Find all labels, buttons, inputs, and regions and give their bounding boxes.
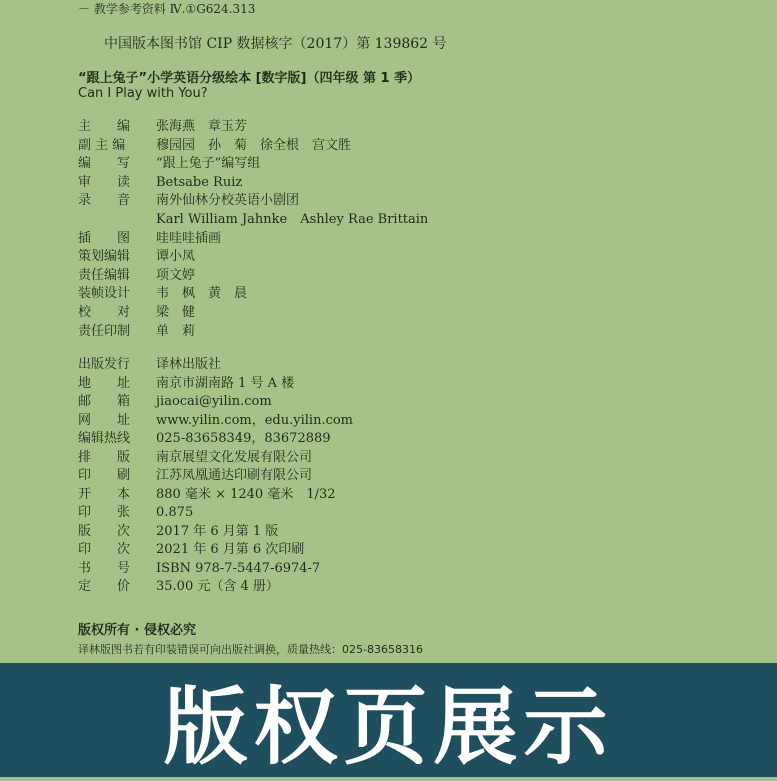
credit-row	[78, 285, 758, 304]
publishing-row	[78, 486, 758, 505]
credit-row	[78, 323, 758, 342]
credit-label: 主 编	[78, 119, 131, 134]
credit-row	[78, 304, 758, 323]
credit-row	[78, 211, 758, 230]
credit-row	[78, 137, 758, 156]
banner-title: 版权页展示	[163, 677, 614, 776]
publishing-value: 南京展望文化发展有限公司	[156, 449, 313, 465]
publishing-value: www.yilin.com，edu.yilin.com	[156, 412, 354, 428]
credit-label: 审 读	[78, 174, 131, 190]
credit-value: “跟上兔子”编写组	[156, 156, 261, 172]
credit-value: 项文婷	[156, 267, 196, 283]
credit-value: 哇哇哇插画	[156, 230, 222, 246]
publishing-label: 编辑热线	[78, 431, 131, 446]
credit-label: 责任印制	[78, 323, 131, 339]
publishing-value: 025-83658349，83672889	[156, 431, 331, 446]
publishing-label: 书 号	[78, 560, 131, 576]
publishing-label: 地 址	[78, 375, 131, 391]
publishing-label: 网 址	[78, 412, 131, 428]
credit-value: 韦 枫 黄 晨	[156, 286, 248, 302]
credits-list	[78, 118, 758, 341]
publishing-row	[78, 430, 758, 449]
publishing-row	[78, 541, 758, 560]
publishing-value: 2021 年 6 月第 6 次印刷	[156, 542, 305, 557]
credit-row	[78, 248, 758, 267]
publishing-row	[78, 412, 758, 431]
credit-label: 策划编辑	[78, 249, 131, 265]
credit-label	[78, 211, 156, 230]
publishing-row	[78, 393, 758, 412]
credit-row	[78, 230, 758, 249]
rights-statement: 版权所有 · 侵权必究	[78, 623, 196, 638]
credit-row	[78, 192, 758, 211]
publishing-label: 印 张	[78, 505, 131, 520]
publishing-value: 2017 年 6 月第 1 版	[156, 523, 279, 539]
credit-row	[78, 267, 758, 286]
publishing-label: 印 次	[78, 542, 131, 557]
credit-value: 南外仙林分校英语小剧团	[156, 193, 300, 209]
credit-label: 装帧设计	[78, 286, 131, 302]
credit-row	[78, 155, 758, 174]
credit-label: 编 写	[78, 156, 131, 172]
publishing-value: jiaocai@yilin.com	[156, 394, 272, 409]
credit-value: 单 莉	[156, 323, 196, 339]
publishing-label: 版 次	[78, 523, 131, 539]
credit-value: Betsabe Ruiz	[156, 174, 243, 190]
credit-value: 张海燕 章玉芳	[156, 119, 248, 134]
publishing-label: 邮 箱	[78, 394, 131, 409]
publishing-row	[78, 578, 758, 597]
publishing-value: 35.00 元（含 4 册）	[156, 579, 279, 594]
publishing-label: 印 刷	[78, 468, 131, 483]
credit-label: 插 图	[78, 230, 131, 246]
cip-record: 中国版本图书馆 CIP 数据核字（2017）第 139862 号	[104, 36, 447, 52]
credit-label: 责任编辑	[78, 267, 131, 283]
publishing-row	[78, 523, 758, 542]
credit-label: 副 主 编	[78, 137, 126, 153]
credit-value: 梁 健	[156, 304, 196, 320]
publishing-row	[78, 375, 758, 394]
publishing-value: ISBN 978-7-5447-6974-7	[156, 560, 321, 576]
publishing-label: 定 价	[78, 579, 131, 594]
publishing-value: 0.875	[156, 505, 194, 520]
publishing-label: 排 版	[78, 449, 131, 465]
publishing-value: 江苏凤凰通达印刷有限公司	[156, 468, 313, 483]
publishing-label: 开 本	[78, 486, 131, 502]
publishing-value: 南京市湖南路 1 号 A 楼	[156, 375, 295, 391]
publishing-value: 译林出版社	[156, 357, 222, 372]
publishing-row	[78, 356, 758, 375]
publishing-label: 出版发行	[78, 357, 131, 372]
publishing-row	[78, 467, 758, 486]
credit-label: 录 音	[78, 193, 131, 209]
classification-line: － 教学参考资料 Ⅳ.①G624.313	[78, 2, 256, 16]
credit-value: 穆园园 孙 菊 徐全根 宫文胜	[156, 137, 352, 153]
quality-notice: 译林版图书若有印装错误可向出版社调换，质量热线：025-83658316	[78, 643, 423, 656]
publishing-row	[78, 560, 758, 579]
book-title: “跟上兔子”小学英语分级绘本 [数字版]（四年级 第 1 季）	[78, 71, 421, 86]
publishing-value: 880 毫米 × 1240 毫米 1/32	[156, 486, 336, 502]
credit-label: 校 对	[78, 304, 131, 320]
credit-value: 谭小凤	[156, 249, 196, 265]
book-subtitle: Can I Play with You?	[78, 86, 208, 101]
publishing-row	[78, 449, 758, 468]
publishing-info-list	[78, 356, 758, 597]
credit-value: Karl William Jahnke Ashley Rae Brittain	[156, 211, 429, 227]
caption-banner	[0, 663, 777, 777]
credit-row	[78, 118, 758, 137]
credit-row	[78, 174, 758, 193]
publishing-row	[78, 504, 758, 523]
